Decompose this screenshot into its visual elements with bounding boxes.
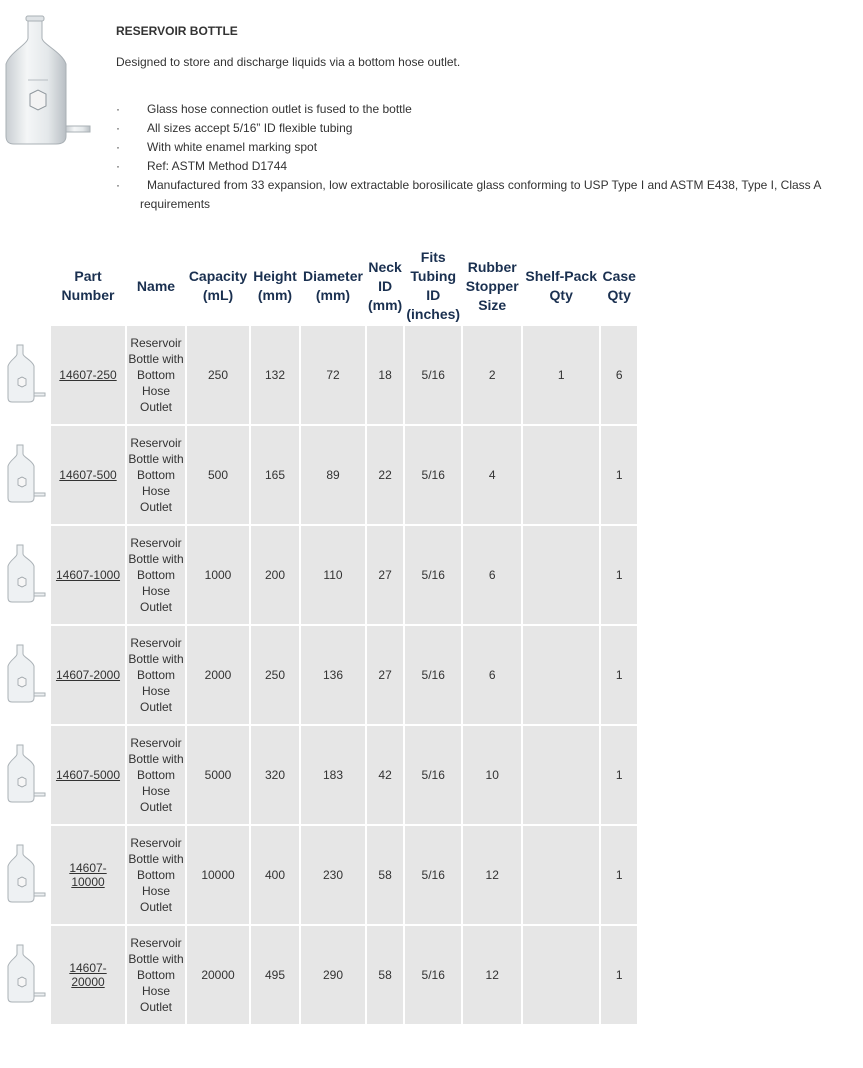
cell-name: Reservoir Bottle with Bottom Hose Outlet <box>127 726 185 824</box>
col-shelf-pack: Shelf-Pack Qty <box>523 248 599 324</box>
cell-name: Reservoir Bottle with Bottom Hose Outlet <box>127 826 185 924</box>
cell-part-number <box>51 726 125 824</box>
cell-neck-id: 42 <box>367 726 403 824</box>
cell-shelf-pack <box>523 926 599 1024</box>
cell-tubing: 5/16 <box>405 726 461 824</box>
cell-height: 320 <box>251 726 299 824</box>
col-height: Height (mm) <box>251 248 299 324</box>
cell-height: 495 <box>251 926 299 1024</box>
cell-capacity: 10000 <box>187 826 249 924</box>
feature-list <box>116 100 846 214</box>
cell-height: 200 <box>251 526 299 624</box>
bottle-thumbnail-icon <box>4 643 46 705</box>
cell-stopper: 6 <box>463 626 521 724</box>
cell-part-number <box>51 626 125 724</box>
cell-part-number <box>51 526 125 624</box>
table-row <box>51 426 637 524</box>
bullet-icon: · <box>116 140 120 154</box>
col-case-qty: Case Qty <box>601 248 637 324</box>
feature-item <box>116 100 846 119</box>
feature-item <box>116 157 846 176</box>
cell-case-qty: 1 <box>601 526 637 624</box>
part-number-link[interactable]: 14607-500 <box>59 468 117 482</box>
table-row <box>51 826 637 924</box>
cell-name: Reservoir Bottle with Bottom Hose Outlet <box>127 626 185 724</box>
bottle-thumbnail-icon <box>4 343 46 405</box>
bullet-icon: · <box>116 121 120 135</box>
cell-height: 132 <box>251 326 299 424</box>
cell-case-qty: 1 <box>601 726 637 824</box>
cell-capacity: 500 <box>187 426 249 524</box>
cell-name: Reservoir Bottle with Bottom Hose Outlet <box>127 426 185 524</box>
col-part-number: Part Number <box>51 248 125 324</box>
cell-case-qty: 6 <box>601 326 637 424</box>
feature-text: All sizes accept 5/16” ID flexible tubing <box>147 121 353 135</box>
cell-name: Reservoir Bottle with Bottom Hose Outlet <box>127 526 185 624</box>
cell-neck-id: 18 <box>367 326 403 424</box>
cell-neck-id: 27 <box>367 626 403 724</box>
cell-tubing: 5/16 <box>405 626 461 724</box>
table-row <box>51 626 637 724</box>
cell-tubing: 5/16 <box>405 926 461 1024</box>
part-number-link[interactable]: 14607-20000 <box>69 961 107 989</box>
cell-shelf-pack <box>523 826 599 924</box>
bullet-icon: · <box>116 159 120 173</box>
feature-text: With white enamel marking spot <box>147 140 318 154</box>
cell-shelf-pack <box>523 526 599 624</box>
feature-item <box>116 119 846 138</box>
cell-diameter: 290 <box>301 926 365 1024</box>
cell-diameter: 230 <box>301 826 365 924</box>
reservoir-bottle-image <box>2 14 94 146</box>
cell-part-number <box>51 426 125 524</box>
table-row <box>51 526 637 624</box>
cell-part-number <box>51 826 125 924</box>
cell-capacity: 20000 <box>187 926 249 1024</box>
cell-tubing: 5/16 <box>405 826 461 924</box>
bullet-icon: · <box>116 178 120 192</box>
table-row <box>51 926 637 1024</box>
cell-capacity: 250 <box>187 326 249 424</box>
cell-stopper: 6 <box>463 526 521 624</box>
cell-capacity: 1000 <box>187 526 249 624</box>
col-name: Name <box>127 248 185 324</box>
cell-part-number <box>51 326 125 424</box>
feature-text-continued: requirements <box>140 197 211 211</box>
cell-name: Reservoir Bottle with Bottom Hose Outlet <box>127 326 185 424</box>
cell-neck-id: 58 <box>367 926 403 1024</box>
feature-text: Glass hose connection outlet is fused to the bottle <box>147 102 412 116</box>
cell-height: 250 <box>251 626 299 724</box>
bottle-thumbnail-icon <box>4 443 46 505</box>
cell-height: 400 <box>251 826 299 924</box>
cell-stopper: 12 <box>463 826 521 924</box>
part-number-link[interactable]: 14607-1000 <box>55 568 121 582</box>
col-diameter: Diameter (mm) <box>301 248 365 324</box>
cell-stopper: 12 <box>463 926 521 1024</box>
cell-diameter: 136 <box>301 626 365 724</box>
cell-stopper: 10 <box>463 726 521 824</box>
bullet-icon: · <box>116 102 120 116</box>
part-number-link[interactable]: 14607-5000 <box>55 768 121 782</box>
cell-diameter: 110 <box>301 526 365 624</box>
feature-item <box>116 138 846 157</box>
cell-shelf-pack <box>523 626 599 724</box>
cell-neck-id: 58 <box>367 826 403 924</box>
cell-name: Reservoir Bottle with Bottom Hose Outlet <box>127 926 185 1024</box>
bottle-thumbnail-icon <box>4 843 46 905</box>
cell-neck-id: 22 <box>367 426 403 524</box>
col-neck-id: Neck ID (mm) <box>367 248 403 324</box>
feature-text: Ref: ASTM Method D1744 <box>147 159 288 173</box>
cell-case-qty: 1 <box>601 426 637 524</box>
col-stopper: Rubber Stopper Size <box>463 248 521 324</box>
cell-height: 165 <box>251 426 299 524</box>
cell-case-qty: 1 <box>601 826 637 924</box>
cell-diameter: 72 <box>301 326 365 424</box>
cell-stopper: 4 <box>463 426 521 524</box>
cell-case-qty: 1 <box>601 926 637 1024</box>
product-title: RESERVOIR BOTTLE <box>116 24 238 38</box>
bottle-thumbnail-icon <box>4 743 46 805</box>
feature-text: Manufactured from 33 expansion, low extractable borosilicate glass conforming to USP Type I and ASTM E438, Type I, Class A <box>147 178 822 192</box>
cell-shelf-pack: 1 <box>523 326 599 424</box>
cell-tubing: 5/16 <box>405 326 461 424</box>
table-row <box>51 326 637 424</box>
cell-part-number <box>51 926 125 1024</box>
cell-shelf-pack <box>523 726 599 824</box>
table-header-row <box>51 248 637 324</box>
part-number-link[interactable]: 14607-10000 <box>69 861 107 889</box>
part-number-link[interactable]: 14607-250 <box>59 368 117 382</box>
cell-case-qty: 1 <box>601 626 637 724</box>
cell-diameter: 183 <box>301 726 365 824</box>
col-tubing: Fits Tubing ID (inches) <box>406 249 461 322</box>
cell-neck-id: 27 <box>367 526 403 624</box>
cell-shelf-pack <box>523 426 599 524</box>
bottle-thumbnail-icon <box>4 943 46 1005</box>
cell-diameter: 89 <box>301 426 365 524</box>
cell-tubing: 5/16 <box>405 526 461 624</box>
cell-stopper: 2 <box>463 326 521 424</box>
col-capacity: Capacity (mL) <box>187 248 249 324</box>
product-table <box>49 246 639 1026</box>
product-description: Designed to store and discharge liquids via a bottom hose outlet. <box>116 55 461 69</box>
cell-capacity: 5000 <box>187 726 249 824</box>
part-number-link[interactable]: 14607-2000 <box>55 668 121 682</box>
cell-capacity: 2000 <box>187 626 249 724</box>
bottle-thumbnail-icon <box>4 543 46 605</box>
cell-tubing: 5/16 <box>405 426 461 524</box>
table-row <box>51 726 637 824</box>
feature-item <box>116 176 846 214</box>
